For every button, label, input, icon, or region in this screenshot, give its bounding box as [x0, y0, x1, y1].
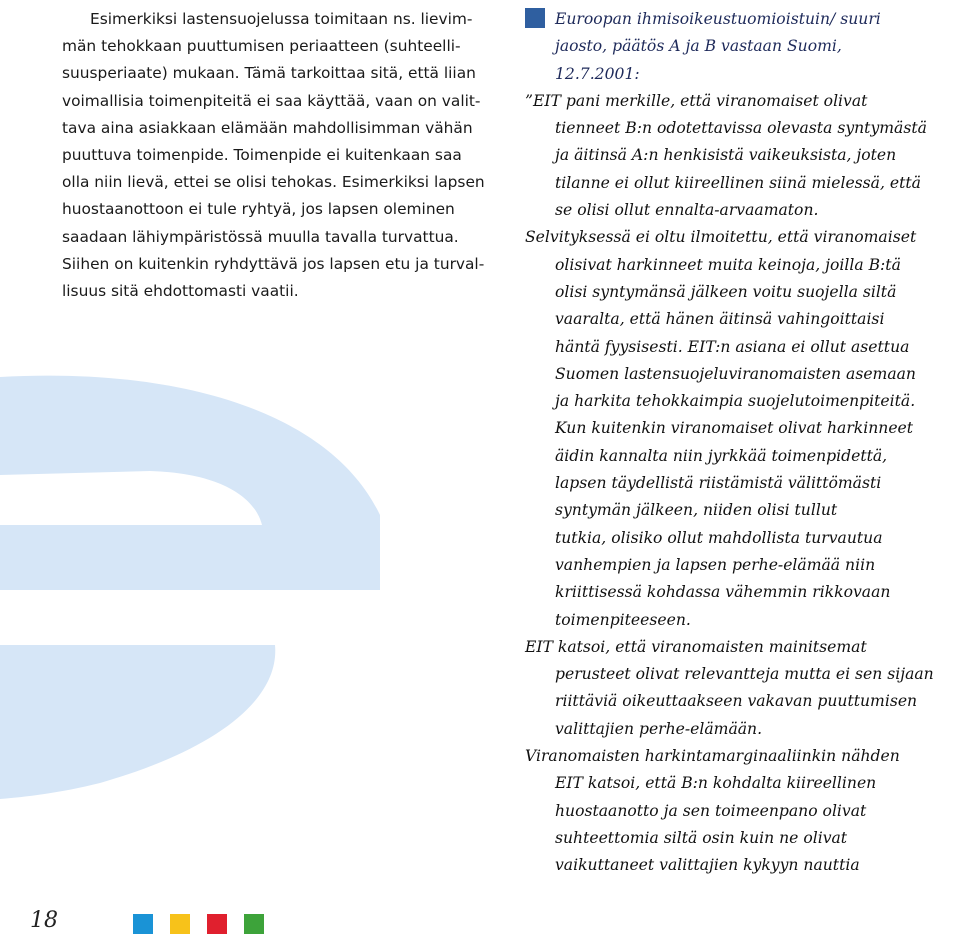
quote-line: perusteet olivat relevantteja mutta ei sen sijaan: [555, 665, 934, 684]
quote-line: olisivat harkinneet muita keinoja, joilla B:tä: [555, 255, 901, 274]
quote-line: EIT katsoi, että B:n kohdalta kiireellinen: [555, 774, 877, 793]
quote-line: Suomen lastensuojeluviranomaisten asemaan: [555, 364, 916, 383]
paragraph-line: lisuus sitä ehdottomasti vaatii.: [62, 282, 299, 301]
watermark-letter-e: [0, 355, 500, 875]
page-number: 18: [30, 908, 58, 933]
yellow-square-icon: [170, 914, 190, 934]
paragraph-line: saadaan lähiympäristössä muulla tavalla turvattua.: [62, 227, 459, 246]
paragraph-line: puuttuva toimenpide. Toimenpide ei kuitenkaan saa: [62, 146, 462, 165]
quote-line: ja harkita tehokkaimpia suojelutoimenpiteitä.: [555, 392, 916, 411]
paragraph-line: voimallisia toimenpiteitä ei saa käyttää, vaan on valit-: [62, 91, 481, 110]
quote-line: Kun kuitenkin viranomaiset olivat harkinneet: [555, 419, 914, 438]
quote-line: suhteettomia siltä osin kuin ne olivat: [555, 828, 848, 847]
quote-line: tienneet B:n odotettavissa olevasta syntymästä: [555, 119, 927, 138]
quote-line: valittajien perhe-elämään.: [555, 719, 763, 738]
quote-line: vaikuttaneet valittajien kykyyn nauttia: [555, 856, 860, 875]
quote-line: se olisi ollut ennalta-arvaamaton.: [555, 201, 819, 220]
quote-line: tutkia, olisiko ollut mahdollista turvautua: [555, 528, 883, 547]
quote-line: häntä fyysisesti. EIT:n asiana ei ollut asettua: [555, 337, 910, 356]
quote-line: ”EIT pani merkille, että viranomaiset olivat: [525, 91, 868, 110]
paragraph-line: suusperiaate) mukaan. Tämä tarkoittaa sitä, että liian: [62, 64, 476, 83]
paragraph-line: Esimerkiksi lastensuojelussa toimitaan ns. lievim-: [90, 10, 473, 28]
quote-line: ja äitinsä A:n henkisistä vaikeuksista, joten: [555, 146, 897, 165]
quote-line: Selvityksessä ei oltu ilmoitettu, että viranomaiset: [525, 228, 917, 247]
quote-line: vaaralta, että hänen äitinsä vahingoittaisi: [555, 310, 885, 329]
paragraph-line: män tehokkaan puuttumisen periaatteen (suhteelli-: [62, 37, 461, 56]
court-ruling-quote: [525, 6, 960, 880]
ruling-heading-line: 12.7.2001:: [555, 64, 640, 83]
quote-line: olisi syntymänsä jälkeen voitu suojella siltä: [555, 282, 897, 301]
blue-square-icon: [133, 914, 153, 934]
quote-line: kriittisessä kohdassa vähemmin rikkovaan: [555, 583, 891, 602]
quote-line: tilanne ei ollut kiireellinen siinä mielessä, että: [555, 173, 921, 192]
quote-line: huostaanotto ja sen toimeenpano olivat: [555, 801, 867, 820]
quote-line: Viranomaisten harkintamarginaaliinkin nähden: [525, 747, 900, 766]
body-paragraph: [62, 6, 492, 305]
quote-line: toimenpiteeseen.: [555, 610, 691, 629]
paragraph-line: huostaanottoon ei tule ryhtyä, jos lapsen oleminen: [62, 200, 455, 219]
ruling-heading-line: Euroopan ihmisoikeustuomioistuin/ suuri: [555, 10, 881, 28]
paragraph-line: Siihen on kuitenkin ryhdyttävä jos lapsen etu ja turval-: [62, 254, 485, 273]
red-square-icon: [207, 914, 227, 934]
ruling-heading-line: jaosto, päätös A ja B vastaan Suomi,: [555, 37, 842, 56]
quote-line: vanhempien ja lapsen perhe-elämää niin: [555, 555, 876, 574]
paragraph-line: tava aina asiakkaan elämään mahdollisimman vähän: [62, 118, 473, 137]
quote-line: äidin kannalta niin jyrkkää toimenpidettä,: [555, 446, 888, 465]
quote-line: syntymän jälkeen, niiden olisi tullut: [555, 501, 838, 520]
quote-line: lapsen täydellistä riistämistä välittömästi: [555, 474, 882, 493]
paragraph-line: olla niin lievä, ettei se olisi tehokas. Esimerkiksi lapsen: [62, 173, 485, 192]
green-square-icon: [244, 914, 264, 934]
quote-line: EIT katsoi, että viranomaisten mainitsemat: [525, 637, 867, 656]
quote-line: riittäviä oikeuttaakseen vakavan puuttumisen: [555, 692, 918, 711]
